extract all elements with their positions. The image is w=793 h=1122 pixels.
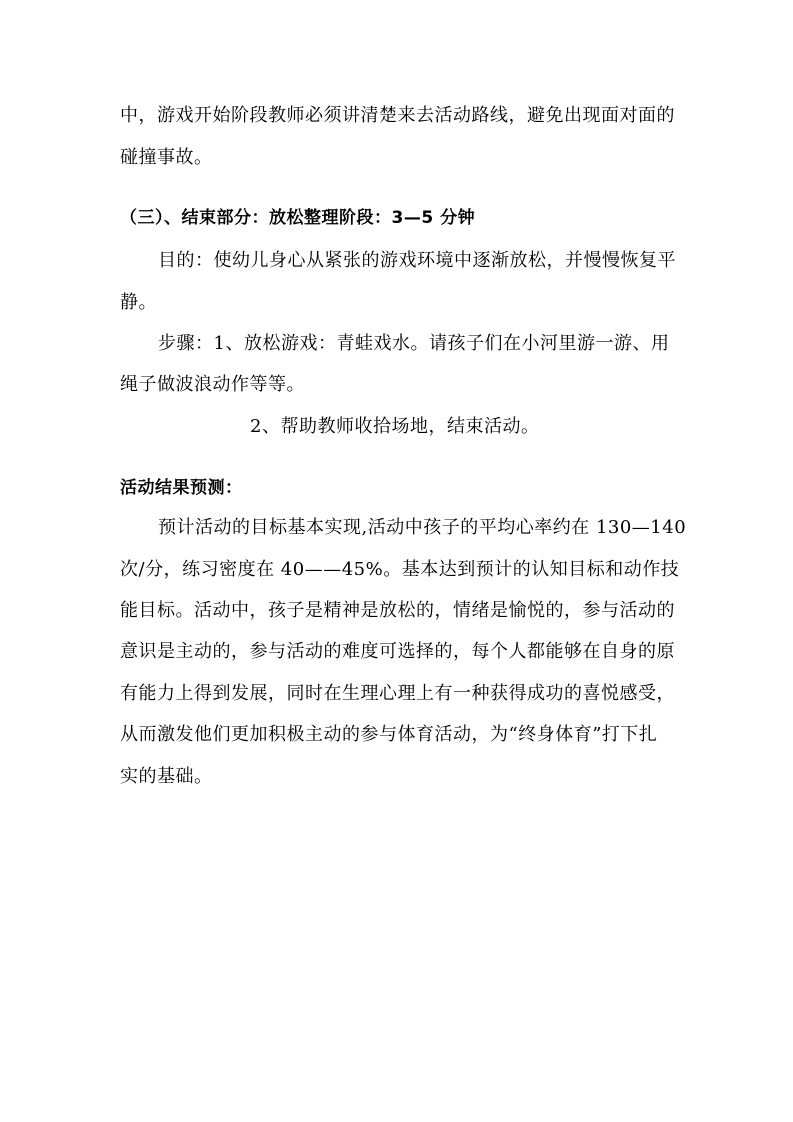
steps-item-2: 2、帮助教师收拾场地，结束活动。 <box>250 416 540 437</box>
prediction-text-line: 能目标。活动中，孩子是精神是放松的，情绪是愉悦的，参与活动的 <box>120 600 675 621</box>
body-text-line: 碰撞事故。 <box>120 147 213 168</box>
prediction-text-line: 次/分，练习密度在 40——45%。基本达到预计的认知目标和动作技 <box>120 559 680 580</box>
prediction-text-line: 实的基础。 <box>120 766 213 787</box>
prediction-text-line: 有能力上得到发展，同时在生理心理上有一种获得成功的喜悦感受， <box>120 683 675 704</box>
prediction-heading: 活动结果预测： <box>120 478 243 498</box>
body-text-line: 中，游戏开始阶段教师必须讲清楚来去活动路线，避免出现面对面的 <box>120 105 675 126</box>
section-heading: （三）、结束部分：放松整理阶段：3—5 分钟 <box>120 208 476 228</box>
prediction-text-line: 意识是主动的，参与活动的难度可选择的，每个人都能够在自身的原 <box>120 641 675 662</box>
steps-text-line: 步骤：1、放松游戏：青蛙戏水。请孩子们在小河里游一游、用 <box>158 333 670 354</box>
prediction-text-line: 从而激发他们更加积极主动的参与体育活动，为“终身体育”打下扎 <box>120 724 658 745</box>
prediction-text-line: 预计活动的目标基本实现,活动中孩子的平均心率约在 130—140 <box>158 517 687 538</box>
steps-text-line: 绳子做波浪动作等等。 <box>120 374 305 395</box>
purpose-text-line: 静。 <box>120 292 157 313</box>
purpose-text-line: 目的：使幼儿身心从紧张的游戏环境中逐渐放松，并慢慢恢复平 <box>158 250 676 271</box>
